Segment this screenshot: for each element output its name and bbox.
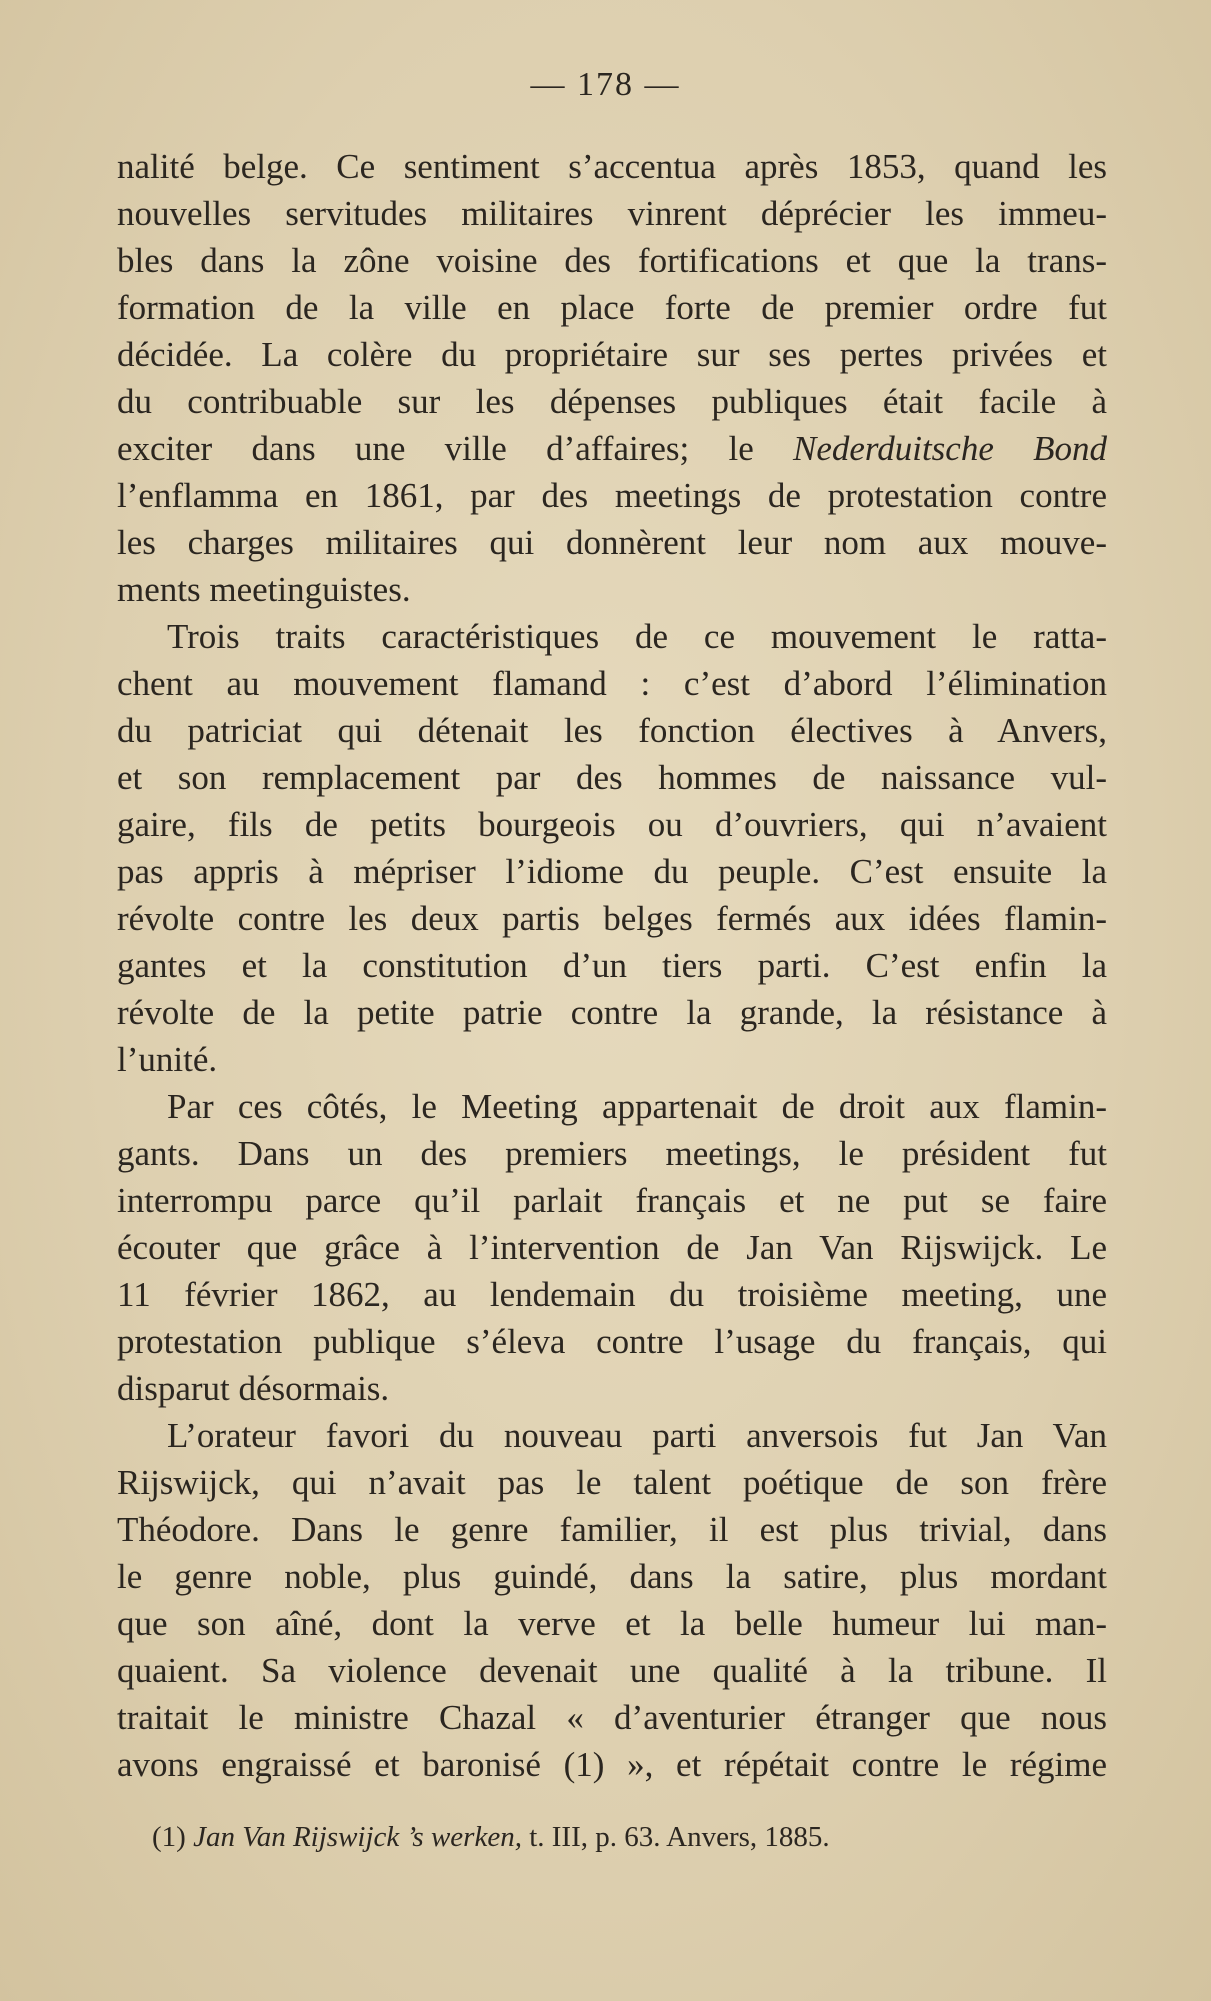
text-line: avons engraissé et baronisé (1) », et répétait contre le régime <box>117 1745 1107 1784</box>
paragraph-start-line: L’orateur favori du nouveau parti anversois fut Jan Van <box>167 1416 1107 1455</box>
body-text <box>117 143 1107 1788</box>
text-line: disparut désormais. <box>117 1369 390 1408</box>
text-line: traitait le ministre Chazal « d’aventurier étranger que nous <box>117 1698 1107 1737</box>
text-line: 11 février 1862, au lendemain du troisième meeting, une <box>117 1275 1107 1314</box>
text-line: chent au mouvement flamand : c’est d’abord l’élimination <box>117 664 1107 703</box>
footnote-title: Jan Van Rijswijck ’s werken, <box>193 1821 522 1853</box>
text-line: que son aîné, dont la verve et la belle humeur lui man- <box>117 1604 1107 1643</box>
text-line <box>117 425 1107 472</box>
text-line: Théodore. Dans le genre familier, il est plus trivial, dans <box>117 1510 1107 1549</box>
text-line: interrompu parce qu’il parlait français et ne put se faire <box>117 1181 1107 1220</box>
text-line: Rijswijck, qui n’avait pas le talent poétique de son frère <box>117 1463 1107 1502</box>
text-line: bles dans la zône voisine des fortifications et que la trans- <box>117 241 1107 280</box>
text-line: pas appris à mépriser l’idiome du peuple. C’est ensuite la <box>117 852 1107 891</box>
text-line: du patriciat qui détenait les fonction électives à Anvers, <box>117 711 1107 750</box>
footnote-reference: t. III, p. 63. Anvers, 1885. <box>521 1821 830 1853</box>
text-line: décidée. La colère du propriétaire sur ses pertes privées et <box>117 335 1107 374</box>
footnote <box>152 1819 1072 1855</box>
text-line-start: exciter dans une ville d’affaires; le <box>117 429 793 468</box>
text-line: nouvelles servitudes militaires vinrent déprécier les immeu- <box>117 194 1107 233</box>
text-line: gantes et la constitution d’un tiers parti. C’est enfin la <box>117 946 1107 985</box>
paragraph-start-line: Trois traits caractéristiques de ce mouvement le ratta- <box>167 617 1107 656</box>
text-line: ments meetinguistes. <box>117 570 411 609</box>
text-line: et son remplacement par des hommes de naissance vul- <box>117 758 1107 797</box>
text-line: gaire, fils de petits bourgeois ou d’ouvriers, qui n’avaient <box>117 805 1107 844</box>
text-line: révolte de la petite patrie contre la grande, la résistance à <box>117 993 1107 1032</box>
text-line: du contribuable sur les dépenses publiques était facile à <box>117 382 1107 421</box>
paragraph-start-line: Par ces côtés, le Meeting appartenait de droit aux flamin- <box>167 1087 1107 1126</box>
text-line: l’enflamma en 1861, par des meetings de protestation contre <box>117 476 1107 515</box>
footnote-marker: (1) <box>152 1821 186 1853</box>
text-line: nalité belge. Ce sentiment s’accentua après 1853, quand les <box>117 147 1107 186</box>
text-line: protestation publique s’éleva contre l’usage du français, qui <box>117 1322 1107 1361</box>
text-line: écouter que grâce à l’intervention de Jan Van Rijswijck. Le <box>117 1228 1107 1267</box>
text-line: formation de la ville en place forte de premier ordre fut <box>117 288 1107 327</box>
text-line: révolte contre les deux partis belges fermés aux idées flamin- <box>117 899 1107 938</box>
text-line: quaient. Sa violence devenait une qualité à la tribune. Il <box>117 1651 1107 1690</box>
italic-society-name: Nederduitsche Bond <box>793 429 1107 468</box>
text-line: le genre noble, plus guindé, dans la satire, plus mordant <box>117 1557 1107 1596</box>
page-number: — 178 — <box>530 66 681 103</box>
text-line: gants. Dans un des premiers meetings, le président fut <box>117 1134 1107 1173</box>
text-line: les charges militaires qui donnèrent leur nom aux mouve- <box>117 523 1107 562</box>
text-line: l’unité. <box>117 1040 218 1079</box>
